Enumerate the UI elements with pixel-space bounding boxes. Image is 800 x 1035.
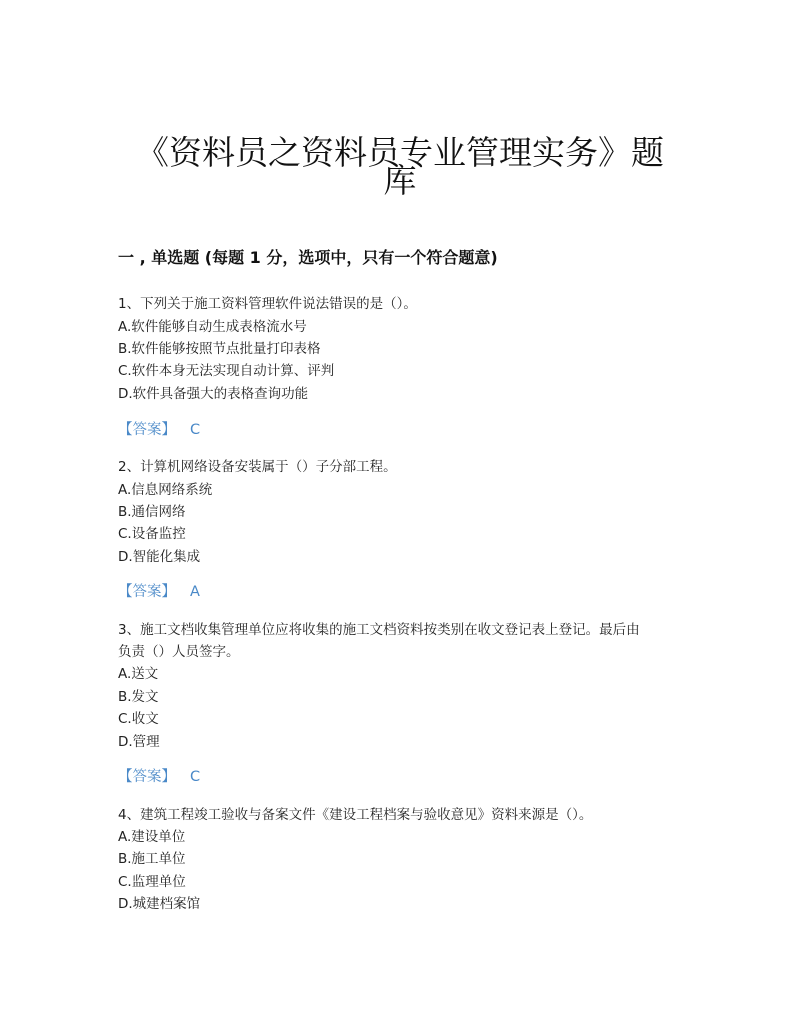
option-a: A.信息网络系统 <box>118 482 213 498</box>
answer-label: 【答案】 <box>118 422 176 438</box>
question-stem: 1、下列关于施工资料管理软件说法错误的是（）。 <box>118 296 417 312</box>
option-b: B.软件能够按照节点批量打印表格 <box>118 341 321 357</box>
option-a: A.建设单位 <box>118 829 186 845</box>
option-c: C.监理单位 <box>118 874 186 890</box>
option-c: C.收文 <box>118 711 159 727</box>
option-b: B.施工单位 <box>118 851 186 867</box>
option-c: C.软件本身无法实现自动计算、评判 <box>118 363 335 379</box>
answer-value: C <box>190 422 201 438</box>
document-title: 《资料员之资料员专业管理实务》题 <box>136 133 664 173</box>
question-stem: 3、施工文档收集管理单位应将收集的施工文档资料按类别在收文登记表上登记。最后由 <box>118 622 640 638</box>
option-a: A.送文 <box>118 666 159 682</box>
option-d: D.软件具备强大的表格查询功能 <box>118 386 309 402</box>
answer-label: 【答案】 <box>118 584 176 600</box>
section-heading: 一 , 单选题 (每题 1 分，选项中，只有一个符合题意) <box>118 248 498 267</box>
answer-value: C <box>190 769 201 785</box>
option-a: A.软件能够自动生成表格流水号 <box>118 319 307 335</box>
document-title-continued: 库 <box>383 161 417 200</box>
option-c: C.设备监控 <box>118 526 186 542</box>
answer-value: A <box>190 584 200 600</box>
question-stem: 4、建筑工程竣工验收与备案文件《建设工程档案与验收意见》资料来源是（）。 <box>118 807 593 823</box>
option-b: B.通信网络 <box>118 504 186 520</box>
answer <box>118 767 200 787</box>
option-b: B.发文 <box>118 689 159 705</box>
answer <box>118 582 200 602</box>
option-d: D.管理 <box>118 734 160 750</box>
answer <box>118 420 200 440</box>
option-d: D.城建档案馆 <box>118 896 201 912</box>
option-d: D.智能化集成 <box>118 549 201 565</box>
question-stem: 2、计算机网络设备安装属于（）子分部工程。 <box>118 459 397 475</box>
answer-label: 【答案】 <box>118 769 176 785</box>
question-stem-continued: 负责（）人员签字。 <box>118 644 240 660</box>
